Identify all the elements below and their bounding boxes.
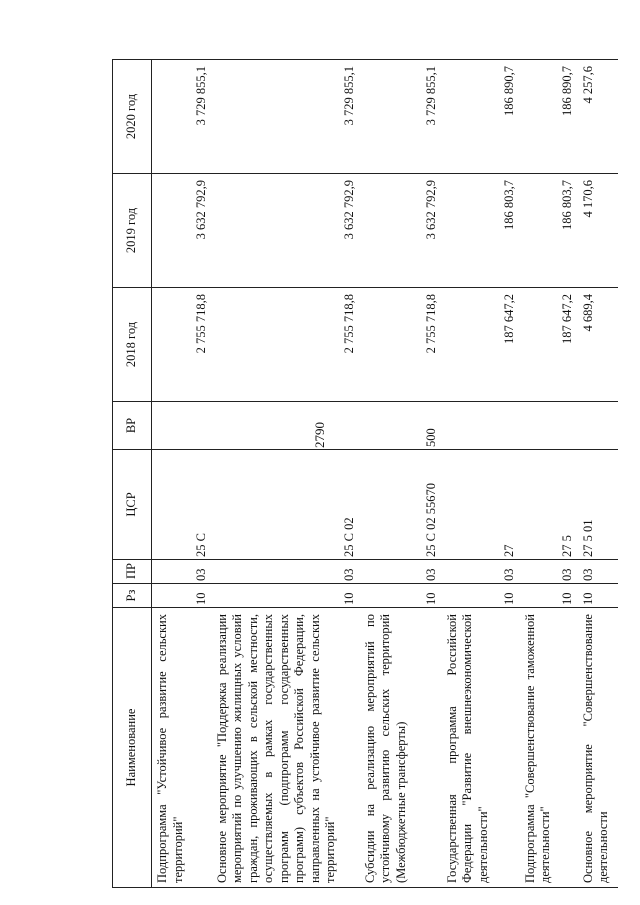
header-name: Наименование [113,608,152,888]
row-2020: 3 729 855,1 [152,60,212,174]
row-2018: 4 689,4 [578,288,618,402]
row-name: Подпрограмма "Совершенствование таможенной деятельности" [520,608,578,888]
row-pr: 03 [152,560,212,584]
row-pr: 03 [578,560,618,584]
row-2018: 187 647,2 [442,288,520,402]
row-csr: 25 С 02 [212,450,360,560]
row-rz: 10 [152,584,212,608]
header-2020: 2020 год [113,60,152,174]
row-vr [578,402,618,450]
row-2020: 3 729 855,1 [212,60,360,174]
row-2020: 3 729 855,1 [360,60,442,174]
row-2019: 186 803,7 [442,174,520,288]
header-csr: ЦСР [113,450,152,560]
row-pr: 03 [360,560,442,584]
row-2019: 3 632 792,9 [152,174,212,288]
row-vr [152,402,212,450]
row-2020: 186 890,7 [442,60,520,174]
table-row [578,60,618,888]
page-number: 2790 [312,422,327,448]
row-2020: 186 890,7 [520,60,578,174]
row-2019: 3 632 792,9 [360,174,442,288]
row-vr [520,402,578,450]
row-vr [212,402,360,450]
row-2019: 186 803,7 [520,174,578,288]
row-pr: 03 [520,560,578,584]
row-csr: 27 5 01 [578,450,618,560]
row-pr: 03 [212,560,360,584]
row-csr: 27 [442,450,520,560]
row-rz: 10 [520,584,578,608]
row-pr: 03 [442,560,520,584]
row-2018: 2 755 718,8 [360,288,442,402]
row-2018: 2 755 718,8 [152,288,212,402]
row-rz: 10 [212,584,360,608]
row-csr: 25 С 02 55670 [360,450,442,560]
table-row [442,60,520,888]
header-row [113,60,152,888]
row-2018: 2 755 718,8 [212,288,360,402]
table-row [360,60,442,888]
table-row [520,60,578,888]
row-2019: 4 170,6 [578,174,618,288]
row-2019: 3 632 792,9 [212,174,360,288]
budget-table [112,59,618,888]
budget-table-rotated [112,60,610,888]
row-vr [442,402,520,450]
row-2018: 187 647,2 [520,288,578,402]
row-name: Основное мероприятие "Поддержка реализации мероприятий по улучшению жилищных условий граждан, проживающих в сельской местности, осуществляемых в рамках государственных программ (подпрограмм государственных программ) субъектов Российской Федерации, направленных на устойчивое развитие сельских территорий" [212,608,360,888]
row-rz: 10 [360,584,442,608]
row-name: Подпрограмма "Устойчивое развитие сельских территорий" [152,608,212,888]
row-csr: 25 С [152,450,212,560]
row-rz: 10 [442,584,520,608]
table-row [152,60,212,888]
row-csr: 27 5 [520,450,578,560]
row-name: Субсидии на реализацию мероприятий по устойчивому развитию сельских территорий (Межбюджетные трансферты) [360,608,442,888]
row-rz: 10 [578,584,618,608]
header-vr: ВР [113,402,152,450]
row-vr: 500 [360,402,442,450]
row-name: Основное мероприятие "Совершенствование деятельности [578,608,618,888]
row-2020: 4 257,6 [578,60,618,174]
header-pr: ПР [113,560,152,584]
header-2018: 2018 год [113,288,152,402]
row-name: Государственная программа Российской Федерации "Развитие внешнеэкономической деятельности" [442,608,520,888]
table-row [212,60,360,888]
header-rz: Рз [113,584,152,608]
header-2019: 2019 год [113,174,152,288]
